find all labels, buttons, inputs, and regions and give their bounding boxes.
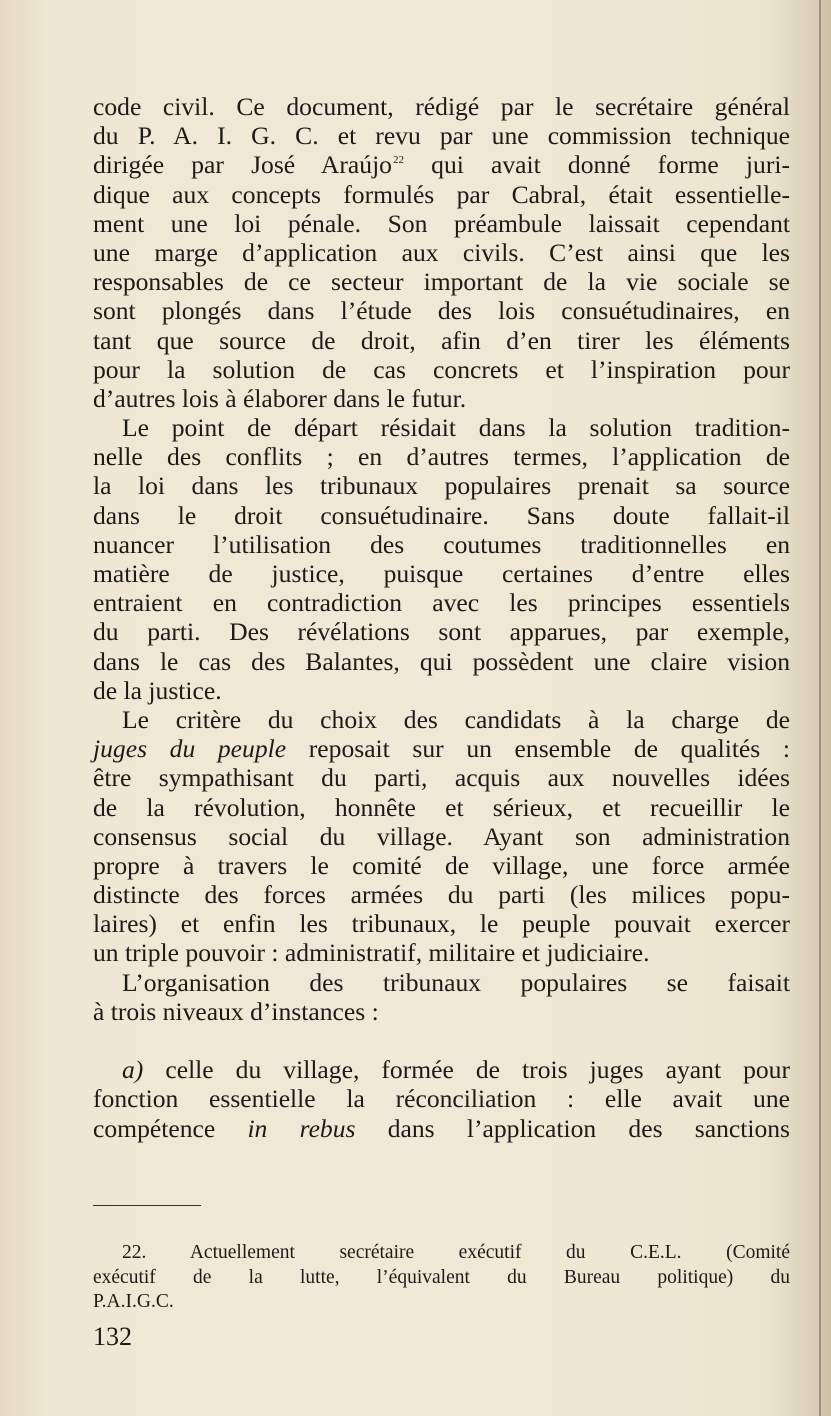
text-segment: Le point de départ résidait dans la solution tradition-: [122, 413, 790, 443]
text-segment: reposait sur un ensemble de qualités :: [286, 734, 790, 764]
text-segment: pour la solution de cas concrets et l’inspiration pour: [93, 354, 790, 384]
text-line: [93, 997, 790, 1026]
footnotes: [93, 1241, 790, 1315]
footnote-line: [93, 1290, 790, 1315]
text-segment: dans le droit consuétudinaire. Sans doute fallait-il: [93, 500, 790, 530]
text-segment: d’autres lois à élaborer dans le futur.: [93, 383, 467, 413]
text-segment: propre à travers le comité de village, une force armée: [93, 850, 790, 880]
text-segment: de la justice.: [93, 675, 222, 705]
footnote-reference: 22: [392, 154, 404, 167]
text-segment: un triple pouvoir : administratif, militaire et judiciaire.: [93, 938, 650, 968]
text-segment: exécutif de la lutte, l’équivalent du Bureau politique) du: [93, 1266, 790, 1288]
text-line: [93, 267, 790, 296]
text-line: [93, 92, 790, 121]
text-segment: tant que source de droit, afin d’en tirer les éléments: [93, 325, 790, 355]
text-line: [93, 296, 790, 325]
text-segment: une marge d’application aux civils. C’est ainsi que les: [93, 237, 790, 267]
text-segment: dans le cas des Balantes, qui possèdent une claire vision: [93, 646, 790, 676]
italic-text: a): [122, 1055, 144, 1085]
blank-line: [93, 1026, 790, 1055]
italic-text: juges du peuple: [93, 734, 287, 764]
text-segment: à trois niveaux d’instances :: [93, 996, 379, 1026]
page-number: 132: [93, 1322, 132, 1351]
text-line: [93, 121, 790, 150]
text-segment: L’organisation des tribunaux populaires se faisait: [122, 967, 790, 997]
text-line: [93, 1055, 790, 1084]
text-segment: dique aux concepts formulés par Cabral, était essentielle-: [93, 179, 790, 209]
text-segment: dans l’application des sanctions: [355, 1113, 791, 1143]
text-line: [93, 676, 790, 705]
text-line: [93, 530, 790, 559]
text-segment: de la révolution, honnête et sérieux, et recueillir le: [93, 792, 790, 822]
text-segment: celle du village, formée de trois juges ayant pour: [143, 1055, 790, 1085]
text-segment: dirigée par José Araújo: [93, 150, 392, 180]
text-line: [93, 763, 790, 792]
text-segment: nelle des conflits ; en d’autres termes, l’application de: [93, 442, 790, 472]
text-segment: du P. A. I. G. C. et revu par une commission technique: [93, 121, 790, 151]
page-edge-shadow: [819, 0, 821, 1416]
text-line: [93, 238, 790, 267]
text-line: [93, 1114, 790, 1143]
footnote-line: [93, 1241, 790, 1266]
text-segment: distincte des forces armées du parti (les milices popu-: [93, 880, 790, 910]
text-line: [93, 355, 790, 384]
text-segment: du parti. Des révélations sont apparues, par exemple,: [93, 617, 790, 647]
text-line: [93, 413, 790, 442]
text-line: [93, 617, 790, 646]
text-segment: code civil. Ce document, rédigé par le secrétaire général: [93, 92, 790, 121]
text-line: [93, 150, 790, 179]
text-line: [93, 793, 790, 822]
body-text: [93, 92, 790, 1143]
text-segment: Le critère du choix des candidats à la charge de: [122, 704, 790, 734]
footnote-separator: [93, 1205, 201, 1206]
text-line: [93, 442, 790, 471]
text-segment: qui avait donné forme juri-: [403, 150, 790, 180]
footnote-line: [93, 1266, 790, 1291]
text-line: [93, 851, 790, 880]
text-line: [93, 471, 790, 500]
text-segment: entraient en contradiction avec les principes essentiels: [93, 588, 790, 618]
text-segment: sont plongés dans l’étude des lois consuétudinaires, en: [93, 296, 790, 326]
text-line: [93, 909, 790, 938]
text-segment: nuancer l’utilisation des coutumes traditionnelles en: [93, 529, 790, 559]
text-line: [93, 705, 790, 734]
text-line: [93, 880, 790, 909]
text-line: [93, 501, 790, 530]
italic-text: in rebus: [247, 1113, 356, 1143]
text-segment: P.A.I.G.C.: [93, 1291, 174, 1312]
text-line: [93, 968, 790, 997]
text-line: [93, 588, 790, 617]
text-line: [93, 1084, 790, 1113]
text-line: [93, 180, 790, 209]
text-line: [93, 822, 790, 851]
text-line: [93, 647, 790, 676]
text-segment: 22. Actuellement secrétaire exécutif du C.E.L. (Comité: [122, 1242, 790, 1263]
text-segment: matière de justice, puisque certaines d’entre elles: [93, 559, 790, 588]
text-line: [93, 209, 790, 238]
text-segment: responsables de ce secteur important de la vie sociale se: [93, 267, 790, 297]
text-segment: être sympathisant du parti, acquis aux nouvelles idées: [93, 763, 790, 793]
text-line: [93, 734, 790, 763]
text-segment: compétence: [93, 1113, 248, 1143]
text-line: [93, 938, 790, 967]
text-segment: laires) et enfin les tribunaux, le peuple pouvait exercer: [93, 909, 790, 939]
text-segment: consensus social du village. Ayant son administration: [93, 821, 790, 851]
text-line: [93, 559, 790, 588]
text-segment: fonction essentielle la réconciliation : elle avait une: [93, 1084, 790, 1114]
text-segment: ment une loi pénale. Son préambule laissait cependant: [93, 208, 790, 238]
text-line: [93, 384, 790, 413]
text-segment: la loi dans les tribunaux populaires prenait sa source: [93, 471, 790, 501]
text-line: [93, 326, 790, 355]
